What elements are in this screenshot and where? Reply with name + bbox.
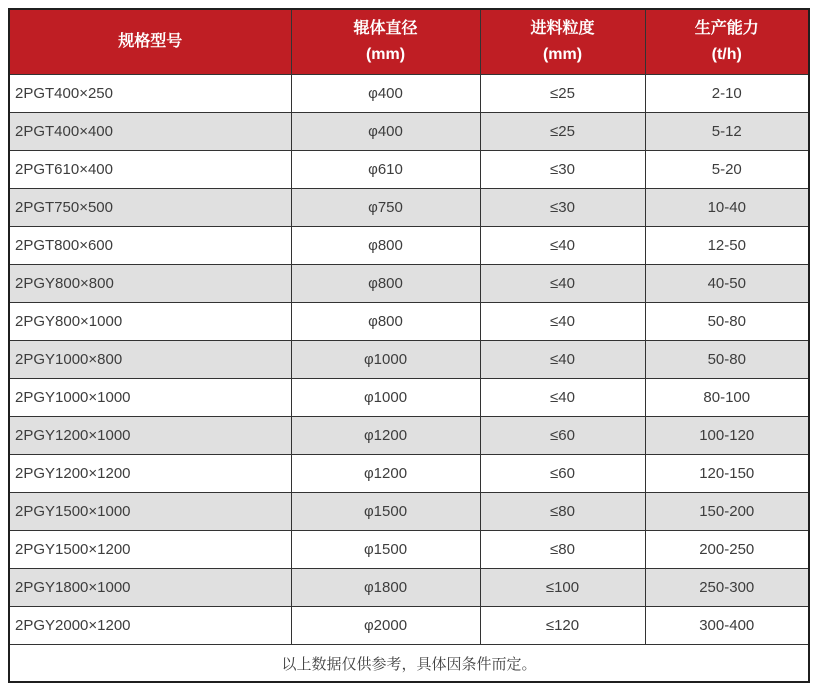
header-unit: (mm)	[365, 46, 406, 63]
cell-model: 2PGY1200×1000	[9, 417, 291, 455]
table-cell: φ610	[291, 151, 480, 189]
cell-model: 2PGY1800×1000	[9, 569, 291, 607]
table-cell: φ400	[291, 113, 480, 151]
table-cell: ≤25	[480, 75, 645, 113]
table-row	[9, 569, 809, 607]
table-row	[9, 379, 809, 417]
table-cell: ≤40	[480, 227, 645, 265]
cell-model: 2PGY2000×1200	[9, 607, 291, 645]
cell-model: 2PGT800×600	[9, 227, 291, 265]
header-unit: (mm)	[542, 46, 583, 63]
cell-model: 2PGY1000×800	[9, 341, 291, 379]
table-cell: φ1500	[291, 531, 480, 569]
table-cell: ≤40	[480, 341, 645, 379]
header-cell-model	[9, 9, 291, 75]
table-cell: ≤30	[480, 151, 645, 189]
table-cell: φ1800	[291, 569, 480, 607]
table-cell: φ1200	[291, 455, 480, 493]
table-cell: φ2000	[291, 607, 480, 645]
table-cell: 5-20	[645, 151, 809, 189]
table-cell: ≤80	[480, 493, 645, 531]
table-cell: 80-100	[645, 379, 809, 417]
footer-row	[9, 645, 809, 683]
table-cell: 300-400	[645, 607, 809, 645]
table-cell: φ1000	[291, 379, 480, 417]
header-label: 规格型号	[118, 33, 183, 51]
table-footer	[9, 645, 809, 683]
table-row	[9, 227, 809, 265]
table-cell: ≤40	[480, 303, 645, 341]
table-row	[9, 531, 809, 569]
header-unit: (t/h)	[711, 46, 742, 63]
cell-model: 2PGT750×500	[9, 189, 291, 227]
cell-model: 2PGY1000×1000	[9, 379, 291, 417]
table-cell: 100-120	[645, 417, 809, 455]
table-cell: φ800	[291, 227, 480, 265]
header-row	[9, 9, 809, 75]
spec-table	[8, 8, 810, 683]
table-cell: ≤30	[480, 189, 645, 227]
header-label: 生产能力	[694, 20, 759, 38]
table-cell: φ1200	[291, 417, 480, 455]
cell-model: 2PGT400×250	[9, 75, 291, 113]
table-cell: ≤60	[480, 417, 645, 455]
cell-model: 2PGY800×1000	[9, 303, 291, 341]
table-row	[9, 113, 809, 151]
table-row	[9, 455, 809, 493]
header-label: 进料粒度	[530, 20, 595, 38]
table-cell: 50-80	[645, 341, 809, 379]
table-cell: 10-40	[645, 189, 809, 227]
table-cell: 40-50	[645, 265, 809, 303]
header-label: 辊体直径	[353, 20, 418, 38]
header-cell-roller-diameter	[291, 9, 480, 75]
cell-model: 2PGT610×400	[9, 151, 291, 189]
table-cell: 200-250	[645, 531, 809, 569]
table-cell: ≤100	[480, 569, 645, 607]
table-cell: 50-80	[645, 303, 809, 341]
table-cell: ≤40	[480, 265, 645, 303]
table-row	[9, 607, 809, 645]
table-cell: φ400	[291, 75, 480, 113]
cell-model: 2PGY1500×1200	[9, 531, 291, 569]
table-cell: ≤40	[480, 379, 645, 417]
table-cell: φ1500	[291, 493, 480, 531]
table-row	[9, 493, 809, 531]
table-cell: φ800	[291, 265, 480, 303]
header-cell-feed-size	[480, 9, 645, 75]
table-cell: 250-300	[645, 569, 809, 607]
table-cell: φ1000	[291, 341, 480, 379]
table-cell: φ750	[291, 189, 480, 227]
table-row	[9, 265, 809, 303]
table-cell: ≤25	[480, 113, 645, 151]
table-row	[9, 303, 809, 341]
table-cell: ≤120	[480, 607, 645, 645]
table-cell: 150-200	[645, 493, 809, 531]
table-row	[9, 341, 809, 379]
table-row	[9, 189, 809, 227]
footer-note: 以上数据仅供参考，具体因条件而定。	[9, 645, 809, 683]
table-cell: ≤80	[480, 531, 645, 569]
table-header	[9, 9, 809, 75]
table-cell: 5-12	[645, 113, 809, 151]
table-row	[9, 75, 809, 113]
cell-model: 2PGY800×800	[9, 265, 291, 303]
table-cell: φ800	[291, 303, 480, 341]
table-cell: 12-50	[645, 227, 809, 265]
table-row	[9, 151, 809, 189]
table-row	[9, 417, 809, 455]
cell-model: 2PGY1200×1200	[9, 455, 291, 493]
table-cell: 2-10	[645, 75, 809, 113]
table-cell: ≤60	[480, 455, 645, 493]
header-cell-capacity	[645, 9, 809, 75]
cell-model: 2PGY1500×1000	[9, 493, 291, 531]
cell-model: 2PGT400×400	[9, 113, 291, 151]
table-cell: 120-150	[645, 455, 809, 493]
table-body	[9, 75, 809, 645]
